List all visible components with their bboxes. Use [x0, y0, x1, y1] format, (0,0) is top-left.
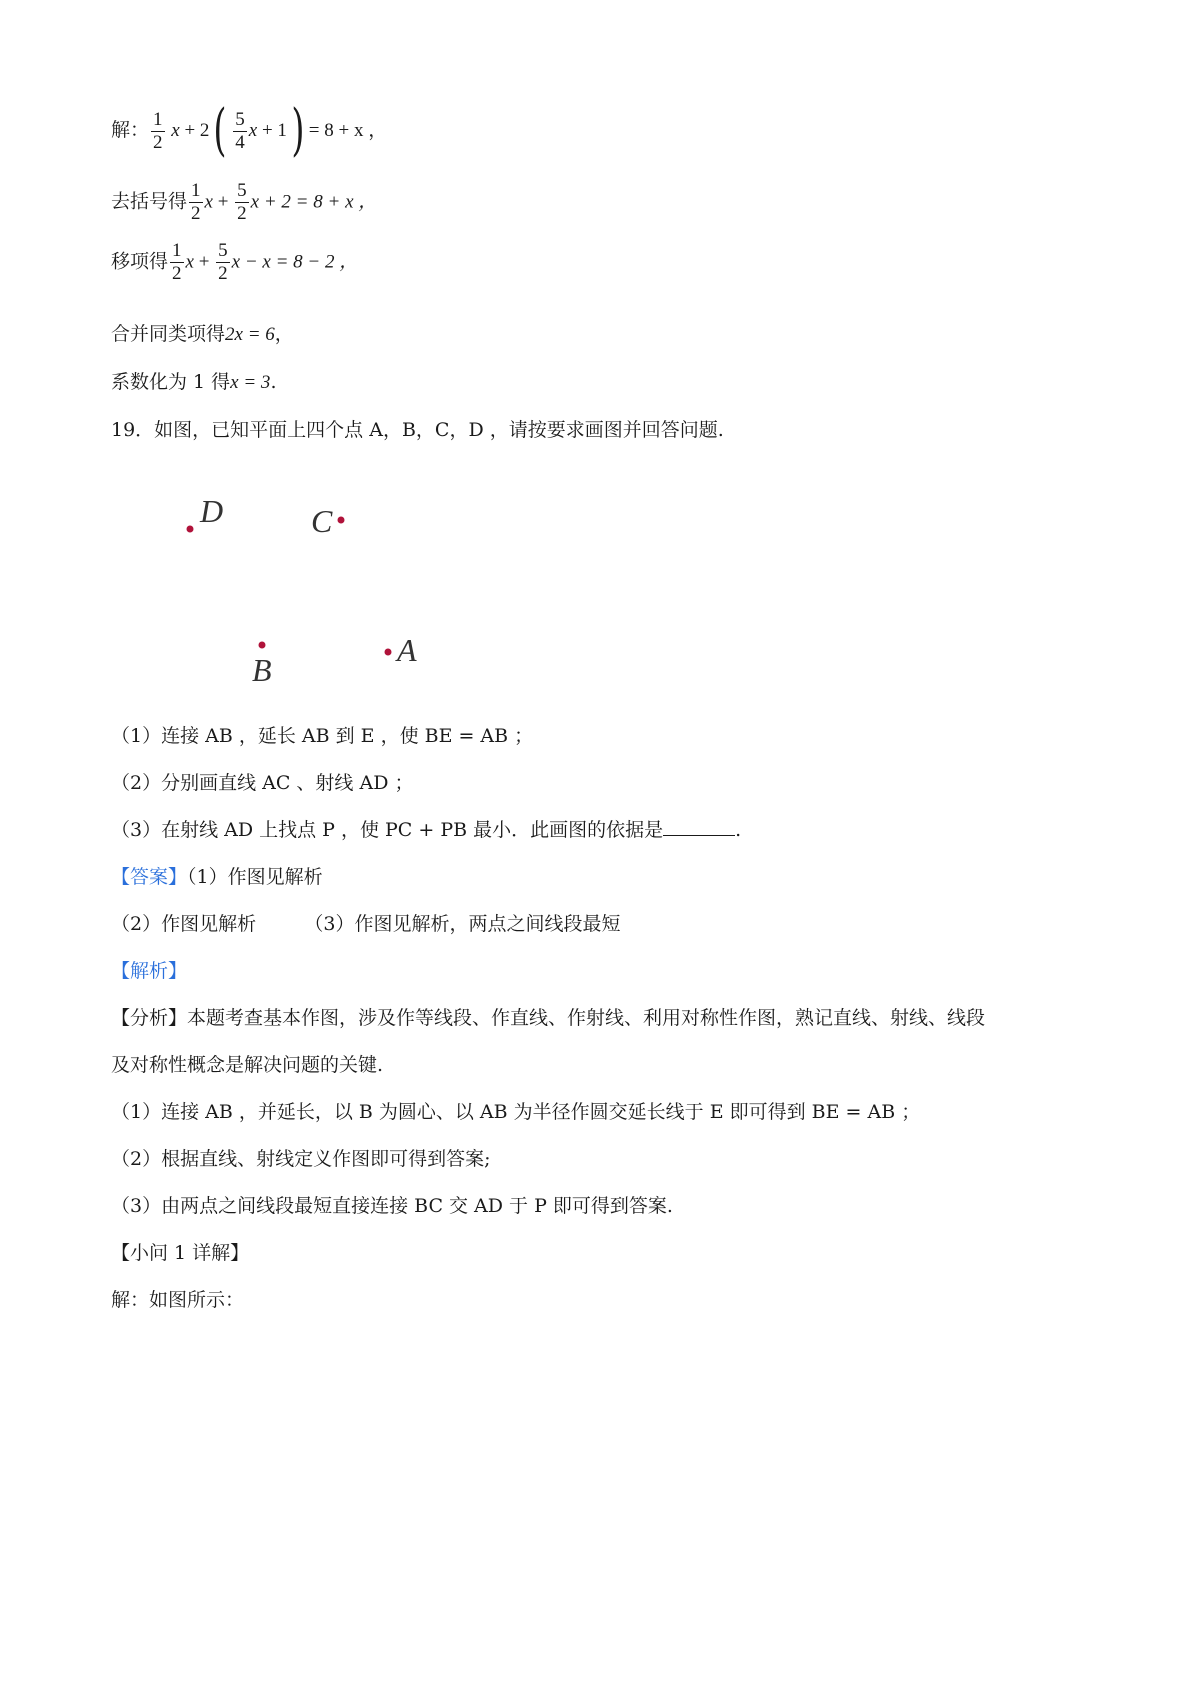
step-transpose: 移项得 $\frac{1}{2}$ x + $\frac{5}{2}$ x − x = 8 − 2 ，	[111, 240, 359, 284]
step-coefficient	[111, 373, 276, 392]
analysis-hint3: （3）由两点之间线段最短直接连接 BC 交 AD 于 P 即可得到答案.	[111, 1195, 673, 1217]
step2-label: 移项得	[111, 250, 169, 273]
step1-tail: x + 2 = 8 + x ，	[250, 191, 378, 213]
question-19-part3	[111, 821, 741, 840]
analysis-hint2: （2）根据直线、射线定义作图即可得到答案;	[111, 1148, 491, 1170]
fraction-5-4: $\frac{5}{4}$	[235, 108, 245, 153]
points-figure	[111, 480, 451, 690]
fenxi-tag: 【分析】	[111, 1007, 188, 1029]
analysis-hint1: （1）连接 AB ，并延长，以 B 为圆心、以 AB 为半径作圆交延长线于 E 即可得到 BE = AB ；	[111, 1101, 921, 1123]
fenxi-text-1: 本题考查基本作图，涉及作等线段、作直线、作射线、利用对称性作图，熟记直线、射线、线段	[187, 1007, 986, 1029]
point-b-label: B	[252, 652, 272, 688]
equation-tail: = 8 + x ，	[308, 120, 388, 141]
step2-tail: x − x = 8 − 2 ，	[231, 251, 359, 273]
answer-3: （3）作图见解析，两点之间线段最短	[304, 913, 621, 935]
point-b-dot	[259, 642, 266, 649]
analysis-tag: 【解析】	[111, 960, 188, 982]
answer-1: （1）作图见解析	[187, 866, 323, 888]
analysis-fenxi-line1	[111, 1009, 985, 1028]
question-19-stem: 19．如图，已知平面上四个点 A，B，C，D ，请按要求画图并回答问题.	[111, 419, 724, 441]
point-d-dot	[187, 526, 194, 533]
step3-label: 合并同类项得	[111, 323, 226, 345]
fraction-5-2: $\frac{5}{2}$	[237, 180, 247, 224]
answer-line-1	[111, 868, 323, 887]
fraction-1-2: $\frac{1}{2}$	[191, 180, 201, 224]
point-c-label: C	[311, 503, 333, 539]
step1-label: 去括号得	[111, 190, 188, 213]
question-19-part1: （1）连接 AB ，延长 AB 到 E ，使 BE = AB ；	[111, 725, 534, 747]
part3-end: .	[735, 819, 742, 841]
step3-end: ，	[274, 323, 294, 345]
detail-text: 解：如图所示：	[111, 1289, 245, 1311]
point-c-dot	[338, 517, 345, 524]
step4-math: x = 3	[230, 372, 271, 393]
question-19-part2: （2）分别画直线 AC 、射线 AD ；	[111, 772, 414, 794]
solution-equation: 解： $\frac{1}{2}$ x + 2( $\frac{5}{4}$ x + 1) = 8 + x ，	[111, 98, 388, 163]
point-a-label: A	[397, 632, 417, 668]
point-a-dot	[385, 649, 392, 656]
part3-text: （3）在射线 AD 上找点 P ，使 PC + PB 最小．此画图的依据是	[111, 819, 664, 841]
point-d-label: D	[200, 493, 224, 529]
fraction-5-2: $\frac{5}{2}$	[218, 240, 228, 284]
analysis-fenxi-line2: 及对称性概念是解决问题的关键.	[111, 1054, 384, 1076]
right-paren: )	[291, 98, 305, 163]
step-expand: 去括号得 $\frac{1}{2}$ x + $\frac{5}{2}$ x + 2 = 8 + x ，	[111, 180, 378, 224]
fraction-1-2: $\frac{1}{2}$	[153, 108, 163, 153]
detail-tag: 【小问 1 详解】	[111, 1242, 250, 1264]
solution-prefix: 解：	[111, 119, 150, 141]
step3-math: 2x = 6	[225, 324, 275, 345]
answer-tag: 【答案】	[111, 866, 188, 888]
fraction-1-2: $\frac{1}{2}$	[172, 240, 182, 284]
answer-blank	[663, 834, 735, 836]
answer-line-2	[111, 915, 621, 934]
step-combine	[111, 325, 294, 344]
step4-label: 系数化为 1 得	[111, 371, 231, 393]
step4-end: .	[270, 371, 277, 393]
left-paren: (	[213, 98, 227, 163]
answer-2: （2）作图见解析	[111, 913, 257, 935]
